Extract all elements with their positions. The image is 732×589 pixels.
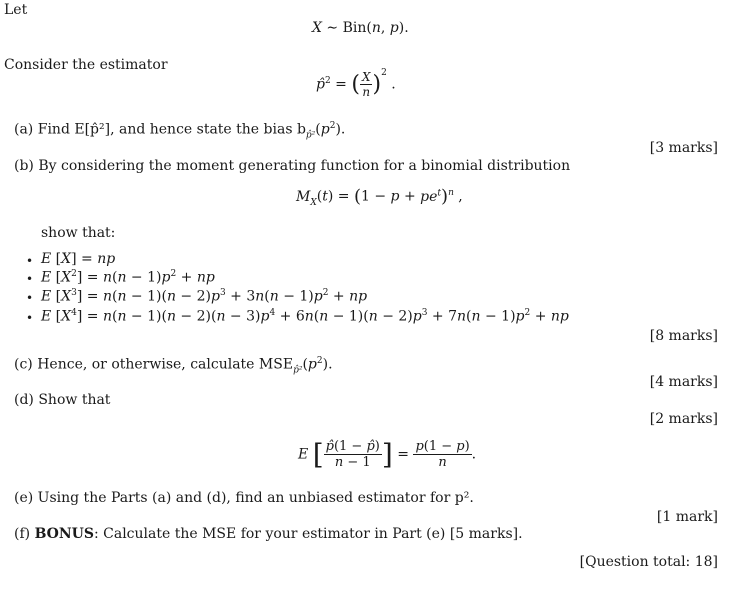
part-d-text: Show that bbox=[38, 392, 111, 408]
part-d bbox=[14, 392, 110, 408]
part-f-text: : Calculate the MSE for your estimator in Part (e) [5 marks]. bbox=[93, 526, 523, 542]
question-total: [Question total: 18] bbox=[579, 554, 718, 570]
part-c-text: Hence, or otherwise, calculate MSE bbox=[37, 356, 294, 373]
consider-text: Consider the estimator bbox=[4, 57, 168, 73]
part-b bbox=[14, 158, 570, 174]
part-e-marks: [1 mark] bbox=[656, 509, 718, 525]
moment-2: E $[X^2] = n(n - 1)p^2$ + np bbox=[41, 269, 215, 286]
part-c-label: (c) bbox=[14, 356, 33, 373]
unbiased-identity: E [ $\frac{p̂(1 - p̂)}{n - 1}$ ] = $\frac{p(1 - p)}{n}$ . bbox=[298, 438, 477, 471]
part-e-text: Using the Parts (a) and (d), find an unbiased estimator for p². bbox=[37, 490, 474, 506]
part-a-text: Find E[p̂²], and hence state the bias b bbox=[37, 121, 306, 138]
part-f-label: (f) bbox=[14, 526, 31, 542]
part-b-marks: [8 marks] bbox=[649, 328, 718, 344]
part-b-label: (b) bbox=[14, 158, 34, 174]
moment-1: E [X] = np bbox=[41, 251, 116, 267]
part-c-marks: [4 marks] bbox=[649, 374, 718, 390]
bullet-icon: • bbox=[26, 291, 34, 305]
part-f-bonus: BONUS bbox=[34, 526, 94, 542]
bullet-icon: • bbox=[26, 311, 34, 325]
part-d-label: (d) bbox=[14, 392, 34, 408]
moment-4: E $[X^4] = n(n - 1)(n - 2)(n - 3)p^4 + 6n(n - 1)(n - 2)p^3 + 7n(n - 1)p^2$ + np bbox=[41, 308, 569, 325]
estimator-formula: p̂$^2$ = ( $\frac{X}{n}$ )$^2$ . bbox=[316, 67, 396, 99]
show-that-text: show that: bbox=[41, 225, 116, 241]
part-c: (c) Hence, or otherwise, calculate $MSE_{p̂^2}(p^2)$. bbox=[14, 356, 333, 376]
mgf-formula: $M_X(t) = (1 - p + pe^t)^n$ , bbox=[296, 186, 463, 208]
part-a: (a) Find E[p̂²], and hence state the bias $b_{p̂^2}(p^2)$. bbox=[14, 121, 346, 141]
part-b-text: By considering the moment generating function for a binomial distribution bbox=[38, 158, 571, 174]
bullet-icon: • bbox=[26, 272, 34, 286]
part-a-label: (a) bbox=[14, 121, 34, 138]
part-d-marks: [2 marks] bbox=[649, 411, 718, 427]
part-a-marks: [3 marks] bbox=[649, 140, 718, 156]
part-e bbox=[14, 490, 474, 506]
part-f bbox=[14, 526, 523, 542]
part-e-label: (e) bbox=[14, 490, 34, 506]
bullet-icon: • bbox=[26, 254, 34, 268]
distribution-formula: X ∼ Bin(n, p). bbox=[312, 20, 409, 36]
moment-3: E $[X^3] = n(n - 1)(n - 2)p^3 + 3n(n - 1)p^2$ + np bbox=[41, 288, 368, 305]
let-text: Let bbox=[4, 2, 28, 18]
